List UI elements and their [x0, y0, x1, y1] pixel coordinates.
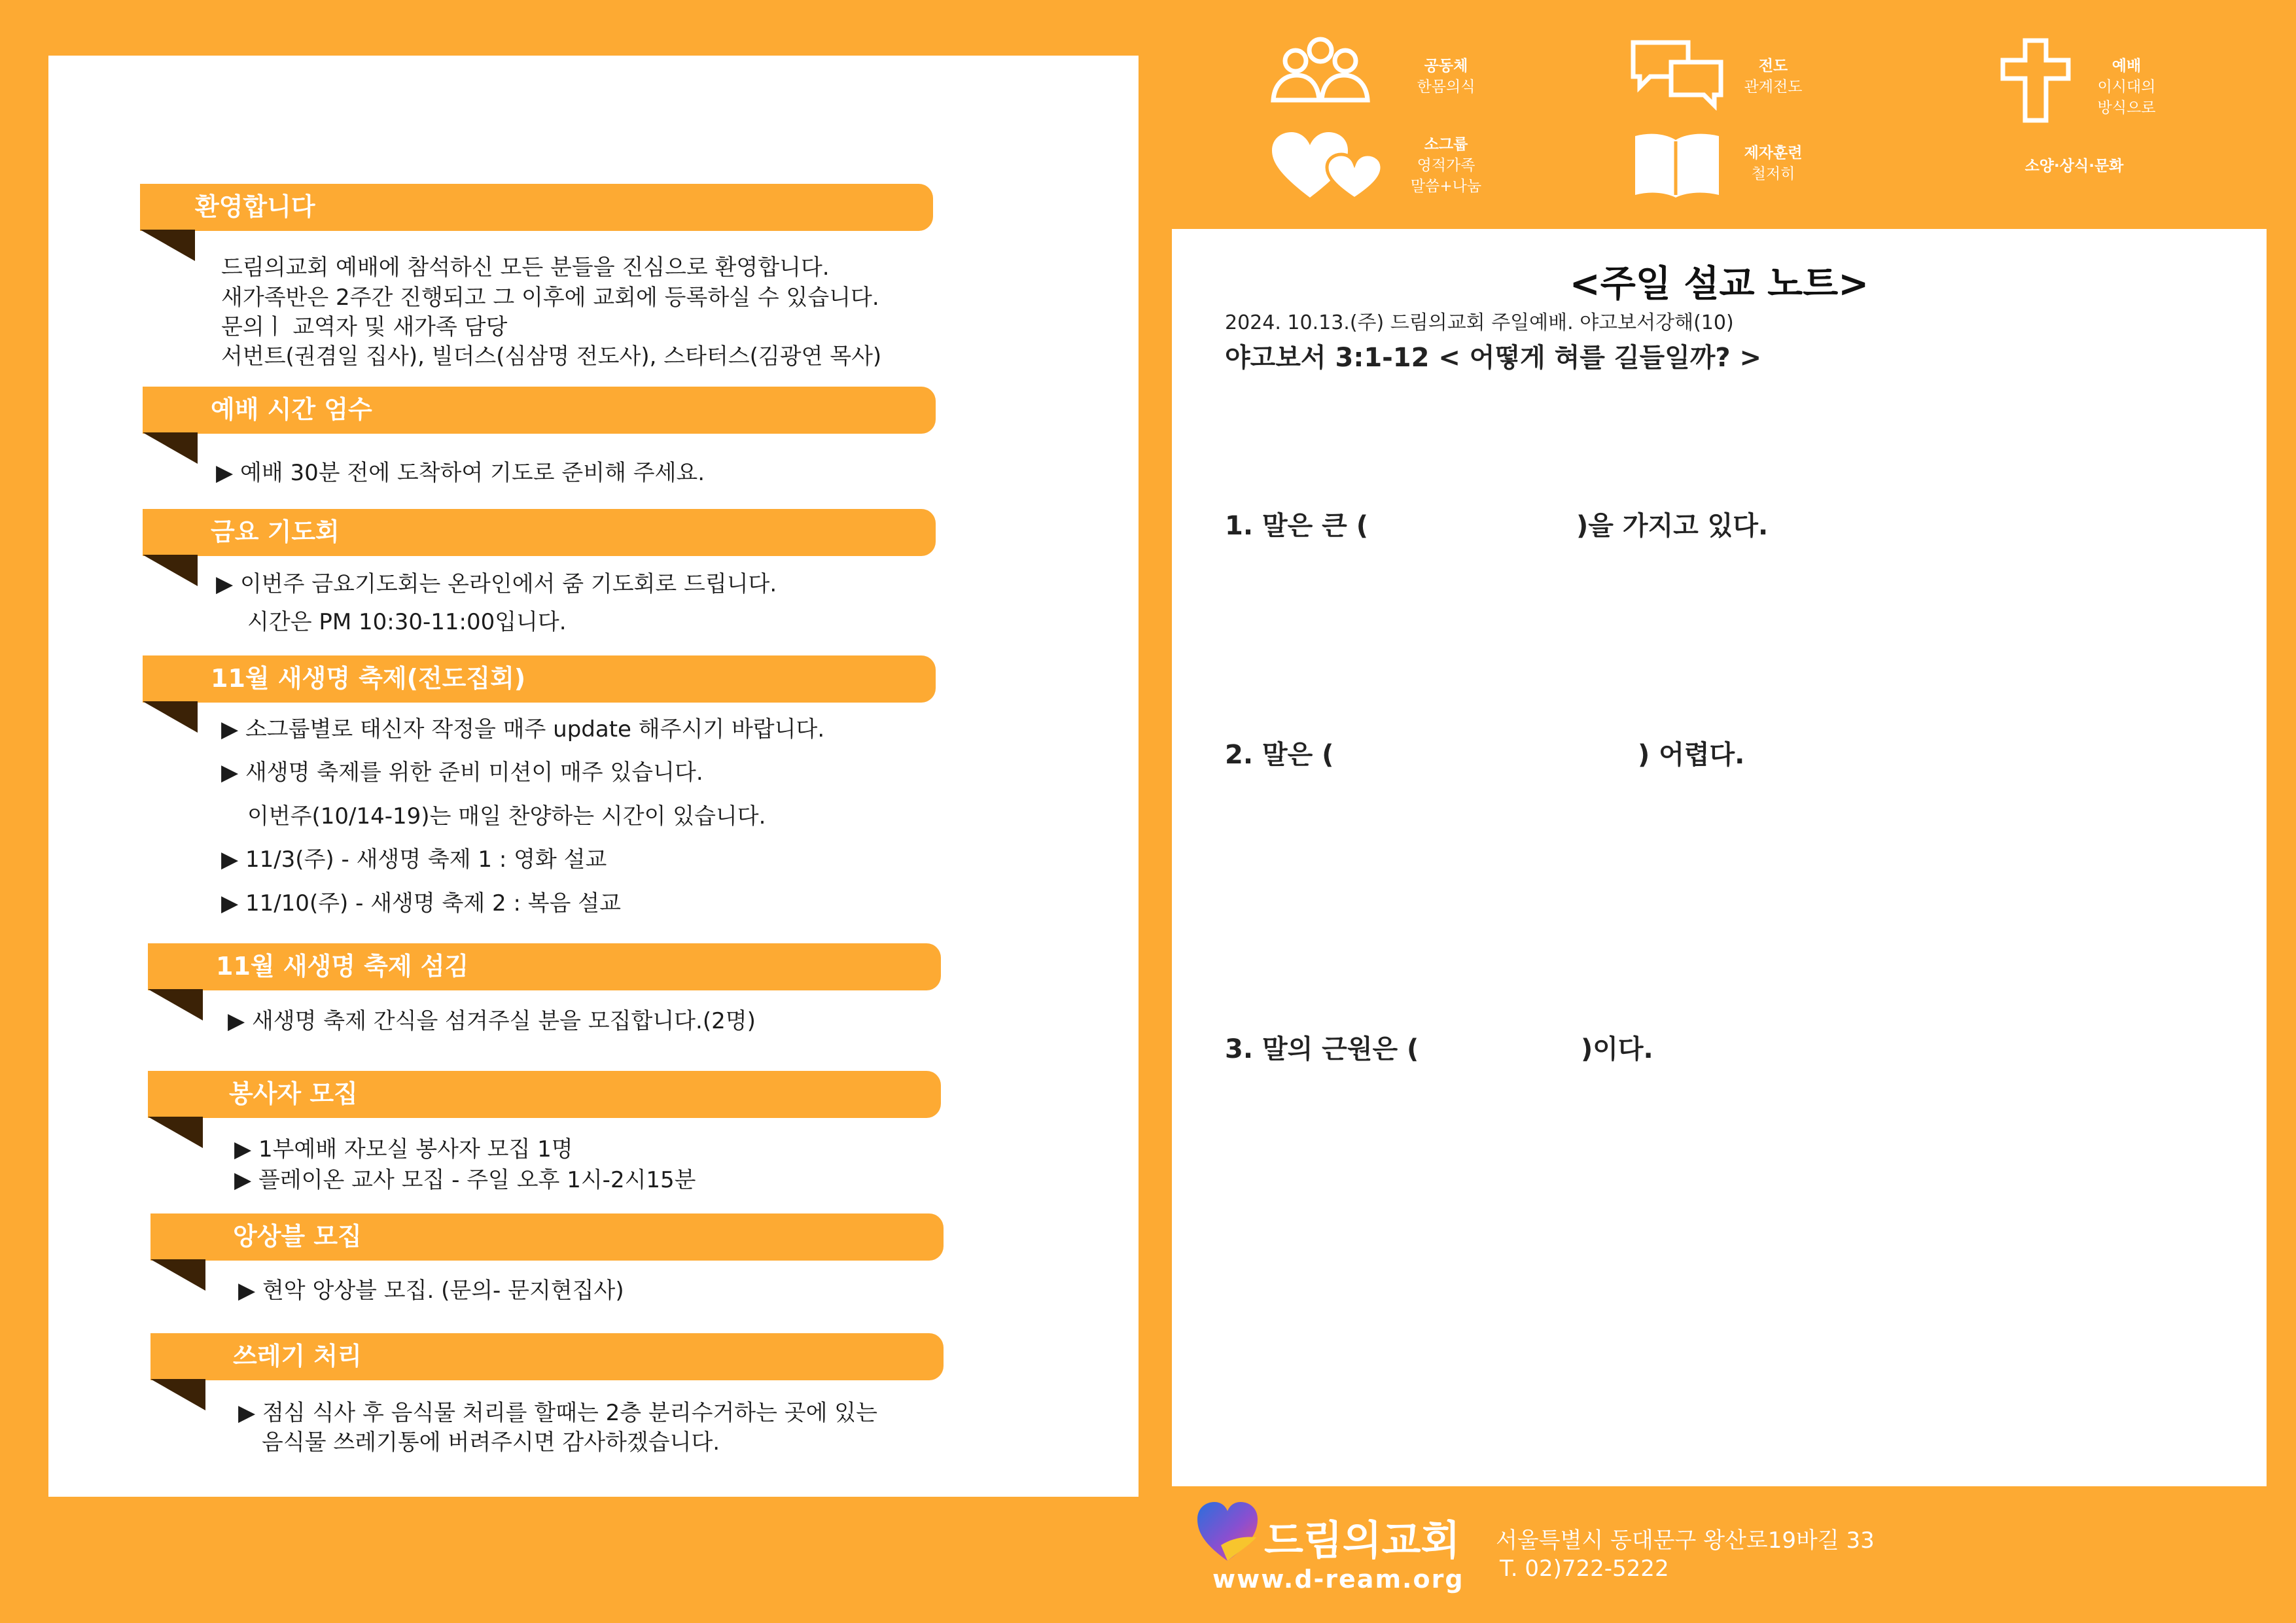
section-title: 환영합니다 [195, 192, 315, 221]
section-title: 11월 새생명 축제(전도집회) [211, 664, 526, 693]
church-address: 서울특별시 동대문구 왕산로19바길 33 [1496, 1527, 1875, 1554]
section-title: 봉사자 모집 [229, 1079, 358, 1108]
icon-label-evangelism: 전도 관계전도 [1744, 58, 1803, 96]
question-1-prefix: 1. 말은 큰 ( [1225, 511, 1369, 541]
community-icon [1269, 36, 1371, 105]
icon-label-discipleship: 제자훈련 철저히 [1744, 145, 1803, 183]
section-title: 쓰레기 처리 [233, 1342, 362, 1370]
question-1-suffix: )을 가지고 있다. [1576, 511, 1769, 541]
section-title: 예배 시간 엄수 [211, 395, 372, 424]
speech-bubbles-icon [1628, 37, 1726, 111]
section-line: 음식물 쓰레기통에 버려주시면 감사하겠습니다. [262, 1429, 720, 1456]
section-line: 이번주(10/14-19)는 매일 찬양하는 시간이 있습니다. [247, 803, 766, 829]
section-line: ▶ 예배 30분 전에 도착하여 기도로 준비해 주세요. [216, 460, 705, 486]
church-logo-icon [1195, 1499, 1260, 1565]
section-title: 11월 새생명 축제 섬김 [216, 952, 469, 981]
hearts-icon [1269, 130, 1386, 201]
welcome-line: 새가족반은 2주간 진행되고 그 이후에 교회에 등록하실 수 있습니다. [221, 285, 879, 311]
section-line: 시간은 PM 10:30-11:00입니다. [247, 609, 567, 635]
church-website-link[interactable]: www.d-ream.org [1212, 1565, 1464, 1594]
section-line: ▶ 현악 앙상블 모집. (문의- 문지현집사) [238, 1278, 624, 1304]
welcome-line: 서번트(권겸일 집사), 빌더스(심삼명 전도사), 스타터스(김광연 목사) [221, 343, 882, 370]
section-line: ▶ 새생명 축제 간식을 섬겨주실 분을 모집합니다.(2명) [228, 1008, 756, 1034]
icon-label-culture: 소양·상식·문화 [2024, 158, 2124, 175]
question-2-suffix: ) 어렵다. [1638, 740, 1745, 770]
section-line: ▶ 새생명 축제를 위한 준비 미션이 매주 있습니다. [221, 759, 703, 786]
section-line: ▶ 소그룹별로 태신자 작정을 매주 update 해주시기 바랍니다. [221, 716, 825, 742]
sermon-note-title: <주일 설교 노트> [1569, 263, 1869, 305]
icon-label-worship: 예배 이시대의 방식으로 [2097, 58, 2156, 116]
sermon-passage: 야고보서 3:1-12 < 어떻게 혀를 길들일까? > [1225, 343, 1762, 373]
welcome-line: 드림의교회 예배에 참석하신 모든 분들을 진심으로 환영합니다. [221, 254, 830, 281]
section-title: 앙상블 모집 [233, 1222, 362, 1251]
open-book-icon [1633, 130, 1722, 199]
icon-label-community: 공동체 한몸의식 [1417, 58, 1475, 96]
section-line: ▶ 플레이온 교사 모집 - 주일 오후 1시-2시15분 [234, 1167, 696, 1193]
section-line: ▶ 이번주 금요기도회는 온라인에서 줌 기도회로 드립니다. [216, 571, 777, 597]
section-line: ▶ 1부예배 자모실 봉사자 모집 1명 [234, 1136, 573, 1162]
sermon-note-subtitle: 2024. 10.13.(주) 드림의교회 주일예배. 야고보서강해(10) [1225, 311, 1734, 334]
question-2-prefix: 2. 말은 ( [1225, 740, 1334, 770]
sermon-note-panel [1172, 229, 2267, 1486]
cross-icon [1999, 38, 2072, 123]
question-3-suffix: )이다. [1581, 1034, 1653, 1064]
section-line: ▶ 11/10(주) - 새생명 축제 2 : 복음 설교 [221, 890, 621, 916]
welcome-line: 문의ㅣ 교역자 및 새가족 담당 [221, 314, 508, 340]
church-phone: T. 02)722-5222 [1500, 1556, 1669, 1582]
section-line: ▶ 11/3(주) - 새생명 축제 1 : 영화 설교 [221, 846, 607, 873]
question-3-prefix: 3. 말의 근원은 ( [1225, 1034, 1419, 1064]
icon-label-smallgroup: 소그룹 영적가족 말씀+나눔 [1410, 136, 1482, 195]
church-name: 드림의교회 [1264, 1516, 1460, 1564]
section-line: ▶ 점심 식사 후 음식물 처리를 할때는 2층 분리수거하는 곳에 있는 [238, 1400, 877, 1426]
section-title: 금요 기도회 [211, 517, 340, 546]
